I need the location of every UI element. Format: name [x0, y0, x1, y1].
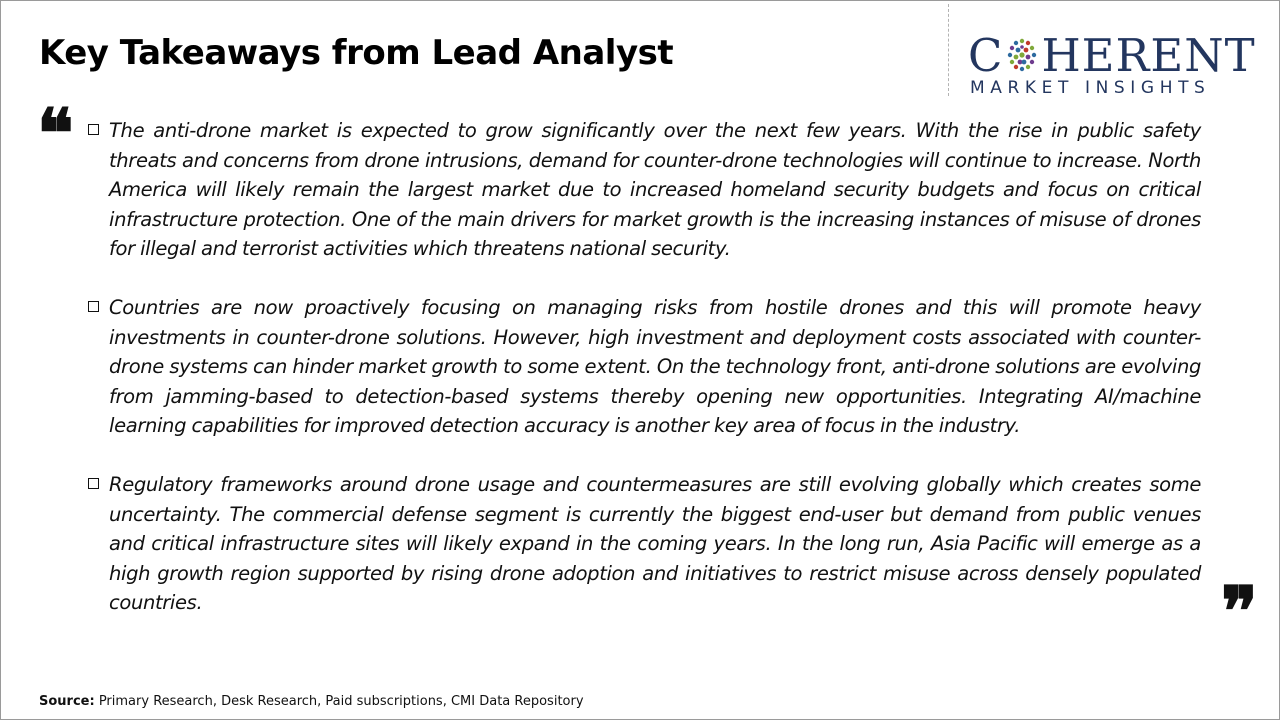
globe-dots-icon: [1003, 30, 1041, 82]
takeaway-text: The anti-drone market is expected to grow significantly over the next few years. With the rise in public safety threats and concerns from drone intrusions, demand for counter-drone technologies will continue to increase. North America will likely remain the largest market due to increased homeland security budgets and focus on critical infrastructure protection. One of the main drivers for market growth is the increasing instances of misuse of drones for illegal and terrorist activities which threatens national security.: [109, 119, 1201, 260]
checkbox-icon: [88, 478, 99, 489]
checkbox-icon: [88, 301, 99, 312]
logo-subtitle: MARKET INSIGHTS: [970, 78, 1211, 98]
source-text: Primary Research, Desk Research, Paid subscriptions, CMI Data Repository: [94, 694, 584, 709]
company-logo: [968, 30, 1263, 100]
list-item: [86, 116, 1201, 264]
page-title: Key Takeaways from Lead Analyst: [39, 33, 674, 73]
checkbox-icon: [88, 124, 99, 135]
takeaway-text: Countries are now proactively focusing on managing risks from hostile drones and this will promote heavy investments in counter-drone solutions. However, high investment and deployment costs associated with counter-drone systems can hinder market growth to some extent. On the technology front, anti-drone solutions are evolving from jamming-based to detection-based systems thereby opening new opportunities. Integrating AI/machine learning capabilities for improved detection accuracy is another key area of focus in the industry.: [109, 296, 1201, 437]
logo-letter-c: C: [968, 29, 1004, 82]
close-quote-icon: ❞: [1221, 572, 1258, 652]
takeaway-text: Regulatory frameworks around drone usage and countermeasures are still evolving globally which creates some uncertainty. The commercial defense segment is currently the biggest end-user but demand from public venues and critical infrastructure sites will likely expand in the coming years. In the long run, Asia Pacific will emerge as a high growth region supported by rising drone adoption and initiatives to restrict misuse across densely populated countries.: [109, 473, 1201, 614]
logo-letters-rest: HERENT: [1041, 29, 1256, 82]
logo-wordmark: [968, 30, 1256, 82]
source-note: [39, 694, 584, 709]
header-divider: [948, 4, 949, 96]
list-item: [86, 293, 1201, 441]
source-label: Source:: [39, 694, 95, 709]
takeaways-list: [86, 116, 1201, 647]
list-item: [86, 470, 1201, 618]
open-quote-icon: ❝: [37, 94, 74, 174]
